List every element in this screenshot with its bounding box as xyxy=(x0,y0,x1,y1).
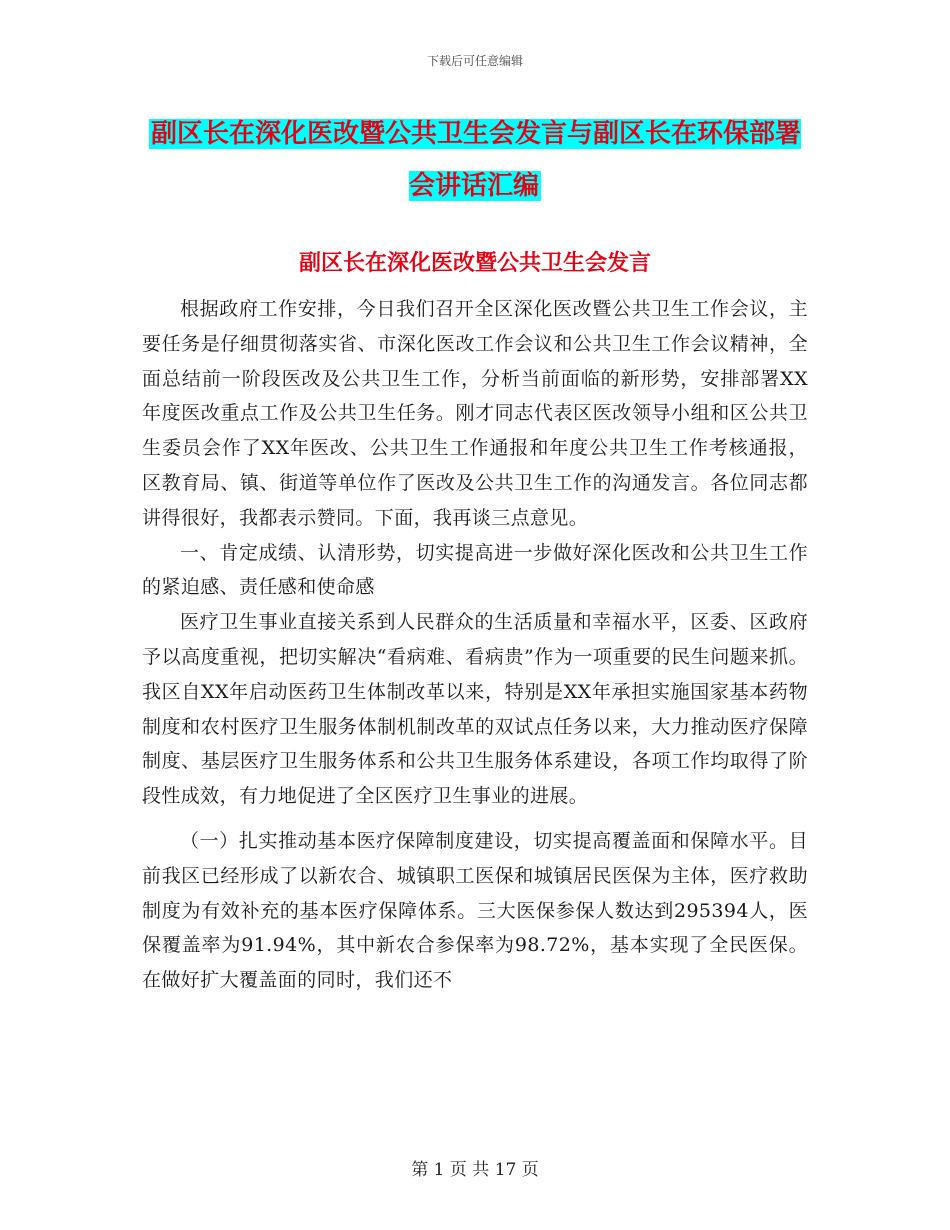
body-text xyxy=(142,292,808,998)
paragraph: （一）扎实推动基本医疗保障制度建设，切实提高覆盖面和保障水平。目前我区已经形成了以新农合、城镇职工医保和城镇居民医保为主体，医疗救助制度为有效补充的基本医疗保障体系。三大医保参保人数达到295394人，医保覆盖率为91.94%，其中新农合参保率为98.72%，基本实现了全民医保。在做好扩大覆盖面的同时，我们还不 xyxy=(142,829,808,992)
paragraph: 一、肯定成绩、认清形势，切实提高进一步做好深化医改和公共卫生工作的紧迫感、责任感和使命感 xyxy=(142,541,808,599)
header-note: 下载后可任意编辑 xyxy=(426,54,523,68)
document-title xyxy=(140,108,810,212)
document-title-text: 副区长在深化医改暨公共卫生会发言与副区长在环保部署会讲话汇编 xyxy=(150,119,801,201)
paragraph: 根据政府工作安排，今日我们召开全区深化医改暨公共卫生工作会议，主要任务是仔细贯彻落实省、市深化医改工作会议和公共卫生工作会议精神，全面总结前一阶段医改及公共卫生工作，分析当前面临的新形势，安排部署XX年度医改重点工作及公共卫生任务。刚才同志代表区医改领导小组和区公共卫生委员会作了XX年医改、公共卫生工作通报和年度公共卫生工作考核通报，区教育局、镇、街道等单位作了医改及公共卫生工作的沟通发言。各位同志都讲得很好，我都表示赞同。下面，我再谈三点意见。 xyxy=(142,298,808,529)
section-title: 副区长在深化医改暨公共卫生会发言 xyxy=(298,251,651,276)
paragraph: 医疗卫生事业直接关系到人民群众的生活质量和幸福水平，区委、区政府予以高度重视，把切实解决“看病难、看病贵”作为一项重要的民生问题来抓。我区自XX年启动医药卫生体制改革以来，特别是XX年承担实施国家基本药物制度和农村医疗卫生服务体制机制改革的双试点任务以来，大力推动医疗保障制度、基层医疗卫生服务体系和公共卫生服务体系建设，各项工作均取得了阶段性成效，有力地促进了全区医疗卫生事业的进展。 xyxy=(142,611,808,808)
page-number: 第 1 页 共 17 页 xyxy=(411,1160,539,1180)
